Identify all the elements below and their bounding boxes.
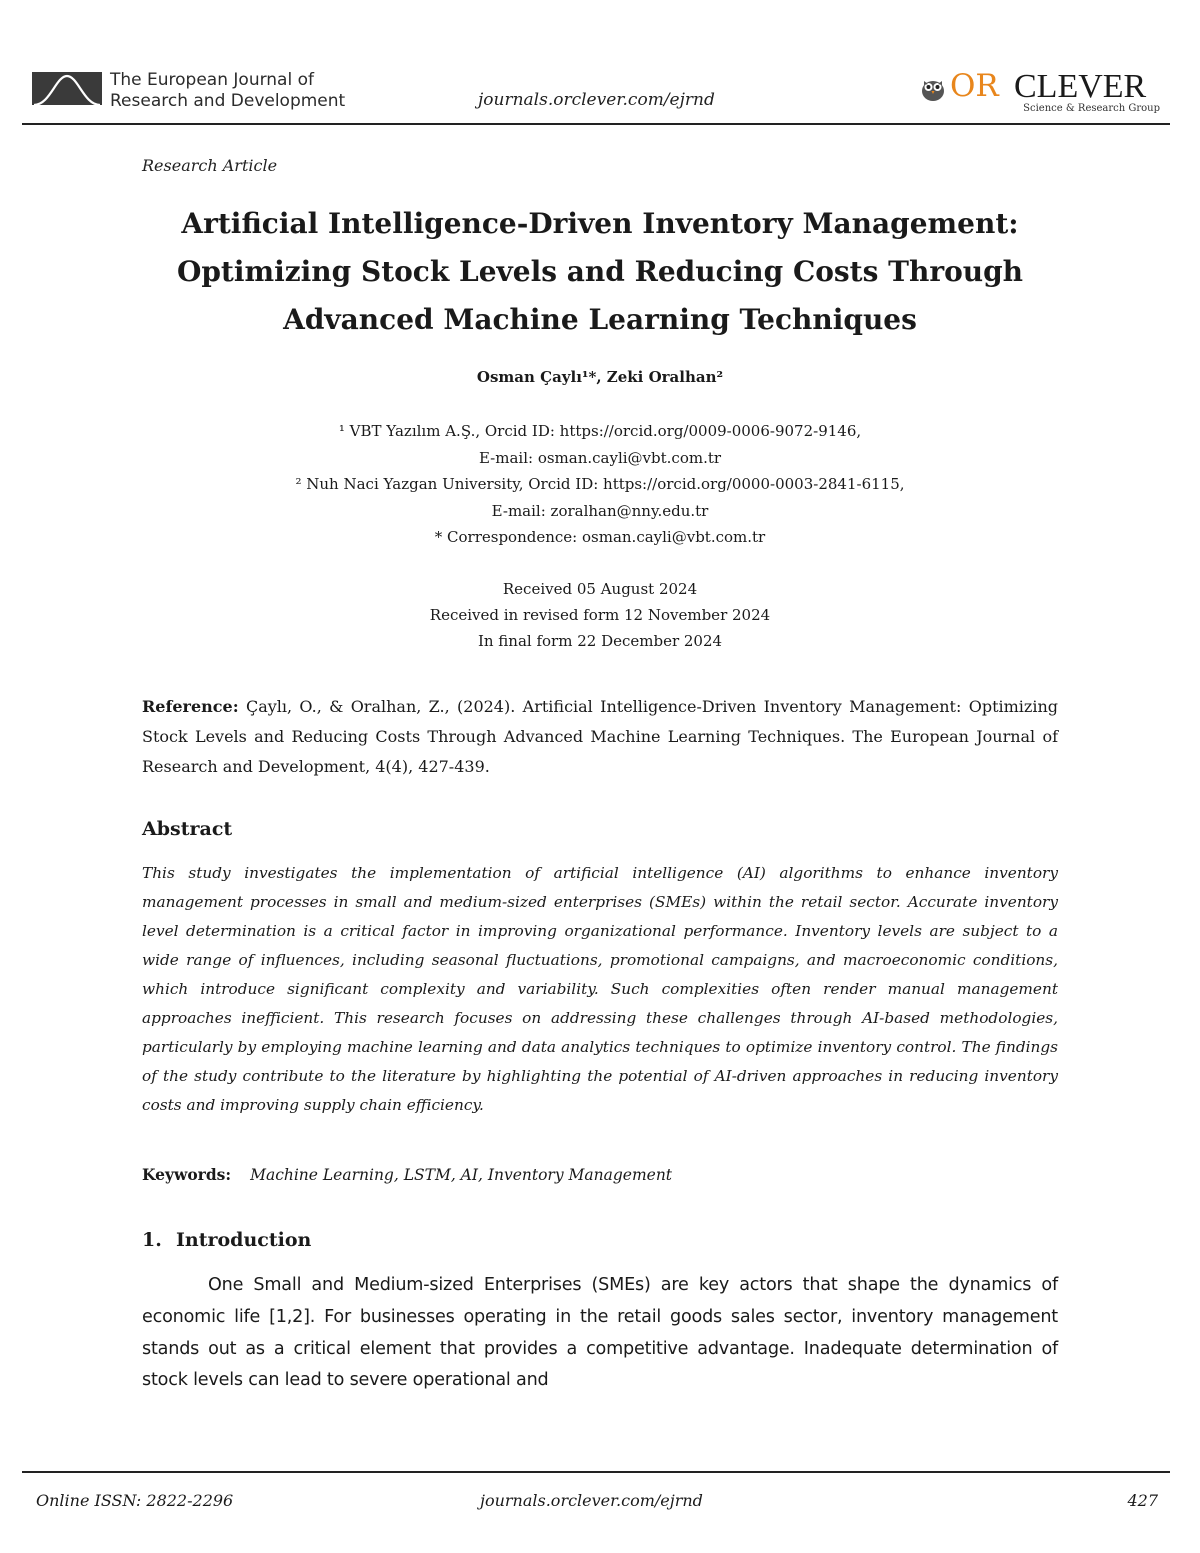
keywords-label: Keywords: (142, 1165, 232, 1184)
journal-name: The European Journal of Research and Development (110, 70, 346, 111)
title-line: Artificial Intelligence-Driven Inventory Management: (181, 207, 1019, 240)
publisher-clever-text: CLEVER (1014, 68, 1147, 105)
author-list: Osman Çaylı¹*, Zeki Oralhan² (476, 368, 724, 386)
abstract-body: This study investigates the implementation of artificial intelligence (AI) algorithms to enhance inventory management processes in small and medium-sized enterprises (SMEs) within the retail sector. Accurate inventory level determination is a critical factor in improving organizational performance. Inventory levels are subject to a wide range of influences, including seasonal fluctuations, promotional campaigns, and macroeconomic conditions, which introduce significant complexity and variability. Such complexities often render manual management approaches inefficient. This research focuses on addressing these challenges through AI-based methodologies, particularly by employing machine learning and data analytics techniques to optimize inventory control. The findings of the study contribute to the literature by highlighting the potential of AI-driven approaches in reducing inventory costs and improving supply chain efficiency. (142, 864, 1058, 1114)
publisher-or-text: OR (950, 68, 999, 104)
bell-curve-logo-icon (32, 72, 102, 108)
section-title: Introduction (176, 1229, 312, 1251)
affiliation-line: ¹ VBT Yazılım A.Ş., Orcid ID: https://orcid.org/0009-0006-9072-9146, (338, 422, 862, 440)
keywords-value: Machine Learning, LSTM, AI, Inventory Management (250, 1166, 673, 1184)
affiliation-email[interactable]: E-mail: osman.cayli@vbt.com.tr (478, 448, 722, 467)
reference-label: Reference: (142, 697, 239, 716)
title-line: Advanced Machine Learning Techniques (283, 303, 917, 336)
section-heading-introduction (142, 1229, 311, 1251)
page-header (22, 62, 1170, 124)
owl-icon (920, 76, 946, 102)
keywords (142, 1165, 672, 1184)
publisher-logo[interactable] (920, 68, 1160, 112)
affiliation-email[interactable]: E-mail: zoralhan@nny.edu.tr (491, 501, 709, 520)
date-final: In final form 22 December 2024 (477, 632, 723, 650)
section-number: 1. (142, 1229, 162, 1251)
article-type: Research Article (142, 156, 278, 175)
journal-logo[interactable] (32, 70, 352, 112)
introduction-paragraph: One Small and Medium-sized Enterprises (SMEs) are key actors that shape the dynamics of economic life [1,2]. For businesses operating in the retail goods sales sector, inventory management stands out as a critical element that provides a competitive advantage. Inadequate determination of stock levels can lead to severe operational and (142, 1275, 1058, 1391)
publisher-tagline: Science & Research Group (1023, 103, 1160, 114)
title-line: Optimizing Stock Levels and Reducing Costs Through (176, 255, 1024, 288)
header-divider (22, 123, 1170, 125)
date-revised: Received in revised form 12 November 2024 (429, 606, 771, 624)
article-dates (100, 576, 1100, 654)
correspondence-line[interactable]: * Correspondence: osman.cayli@vbt.com.tr (434, 528, 766, 546)
reference-text: Çaylı, O., & Oralhan, Z., (2024). Artificial Intelligence-Driven Inventory Management: Optimizing Stock Levels and Reducing Costs Through Advanced Machine Learning Techniques. The European Journal of Research and Development, 4(4), 427-439. (142, 697, 1058, 776)
affiliation-line: ² Nuh Naci Yazgan University, Orcid ID: https://orcid.org/0000-0003-2841-6115, (295, 475, 905, 493)
footer-issn: Online ISSN: 2822-2296 (36, 1491, 234, 1510)
abstract-heading: Abstract (142, 818, 233, 840)
citation-reference (142, 692, 1058, 782)
affiliations (100, 418, 1100, 551)
page-number: 427 (1127, 1491, 1158, 1510)
article-title (100, 200, 1100, 344)
footer-divider (22, 1471, 1170, 1473)
footer-journal-url[interactable]: journals.orclever.com/ejrnd (480, 1491, 703, 1510)
date-received: Received 05 August 2024 (502, 580, 698, 598)
header-journal-url[interactable]: journals.orclever.com/ejrnd (478, 90, 715, 110)
